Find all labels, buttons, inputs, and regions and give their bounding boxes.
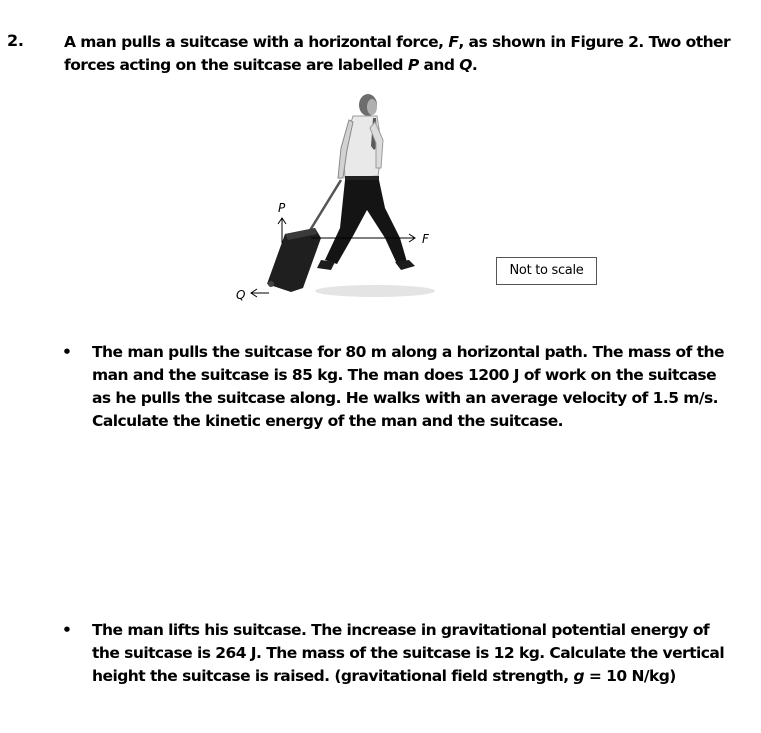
bullet-text	[92, 619, 737, 688]
intro-text: A man pulls a suitcase with a horizontal force,	[64, 33, 449, 51]
ground-shadow	[315, 285, 435, 297]
man-face	[367, 99, 377, 115]
intro-text: and	[418, 56, 460, 74]
bullet-text-part: = 10 N/kg)	[584, 667, 676, 685]
intro-text: , as shown in Figure 2. Two other	[458, 33, 731, 51]
suitcase-handle	[309, 180, 341, 232]
not-to-scale-note: Not to scale	[496, 257, 597, 285]
label-f: F	[422, 232, 429, 246]
figure-man-with-suitcase	[225, 88, 455, 308]
suitcase-wheel	[268, 281, 274, 287]
label-q: Q	[236, 288, 246, 302]
man-trousers	[325, 180, 407, 264]
bullet-text-part: The man lifts his suitcase. The increase in gravitational potential energy of the suitcase is 264 J. The mass of the suitcase is 12 kg. Calculate the vertical height the suitcase is raised. (gravitational field strength,	[92, 621, 725, 685]
bullet-dot: •	[62, 621, 72, 639]
question-intro	[64, 31, 744, 77]
intro-force-p: P	[407, 56, 419, 74]
intro-force-q: Q	[459, 56, 472, 74]
intro-text: forces acting on the suitcase are labelled	[64, 56, 408, 74]
label-p: P	[278, 201, 286, 215]
bullet-dot: •	[62, 343, 72, 361]
bullet-text: The man pulls the suitcase for 80 m along a horizontal path. The mass of the man and the suitcase is 85 kg. The man does 1200 J of work on the suitcase as he pulls the suitcase along. He walks with an average velocity of 1.5 m/s. Calculate the kinetic energy of the man and the suitcase.	[92, 343, 724, 430]
intro-force-f: F	[448, 33, 459, 51]
question-number: 2.	[7, 31, 24, 50]
intro-text: .	[471, 56, 478, 74]
bullet-var-g: g	[573, 667, 584, 685]
